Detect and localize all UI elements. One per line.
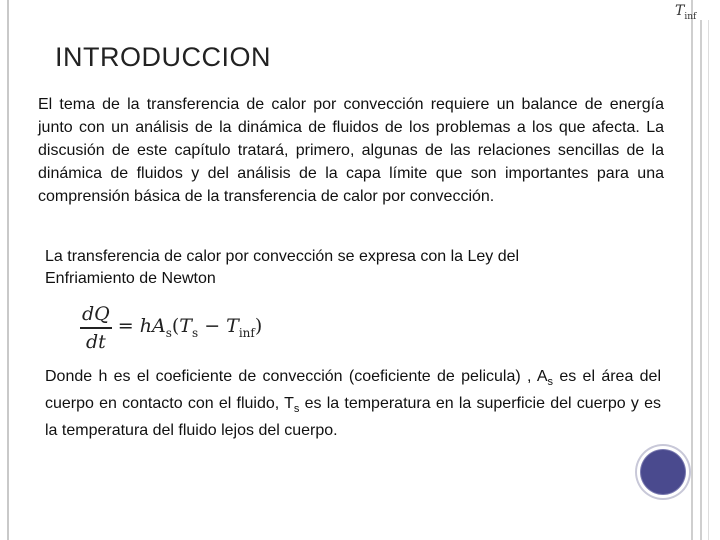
formula-open-paren: ( <box>171 315 180 338</box>
formula-minus: − <box>198 315 227 338</box>
intro-paragraph: El tema de la transferencia de calor por convección requiere un balance de energía junto con un análisis de la dinámica de fluidos de los problemas a los que afecta. La discusión de este capítulo tratará, primero, algunas de las relaciones sencillas de la dinámica de fluidos y del análisis de la capa límite que son importantes para una comprensión básica de la transferencia de calor por convección. <box>38 96 664 205</box>
right-border-line-inner <box>700 20 702 540</box>
formula-surface-temp-subscript: s <box>191 326 199 341</box>
formula-close-paren: ) <box>254 315 263 338</box>
definitions-paragraph <box>45 366 661 441</box>
definitions-part3: es la temperatura en la superficie del cuerpo y es la temperatura del fluido lejos del cuerpo. <box>45 395 661 440</box>
corner-symbol-subscript: inf <box>684 11 697 22</box>
formula-fluid-temp-subscript: inf <box>238 326 255 341</box>
formula-right-side <box>118 315 263 340</box>
right-border-line <box>691 0 693 540</box>
formula-fraction <box>80 303 112 353</box>
fraction-bar <box>80 327 112 329</box>
formula-fluid-temp: T <box>226 315 239 338</box>
left-border-line <box>7 0 9 540</box>
formula-equals: = <box>117 315 140 338</box>
formula-denominator: dt <box>85 330 106 353</box>
definitions-part2: es el área del cuerpo en contacto con el fluido, T <box>45 368 661 413</box>
formula-area: A <box>151 315 166 338</box>
definitions-part1: Donde h es el coeficiente de convección (coeficiente de pelicula) , A <box>45 368 548 385</box>
right-border-line-outer <box>708 20 709 540</box>
corner-math-symbol <box>675 3 696 22</box>
decorative-circle <box>641 450 685 494</box>
formula-surface-temp: T <box>179 315 192 338</box>
definitions-sub2: s <box>293 403 300 416</box>
slide-title: INTRODUCCION <box>55 42 271 72</box>
corner-symbol-main: T <box>675 3 685 19</box>
newton-cooling-formula <box>80 303 262 353</box>
formula-area-subscript: s <box>165 326 172 341</box>
definitions-sub1: s <box>547 376 554 389</box>
newton-law-paragraph: La transferencia de calor por convección se expresa con la Ley del Enfriamiento de Newton <box>45 248 520 287</box>
formula-numerator: dQ <box>82 303 110 325</box>
formula-h: h <box>139 315 152 338</box>
